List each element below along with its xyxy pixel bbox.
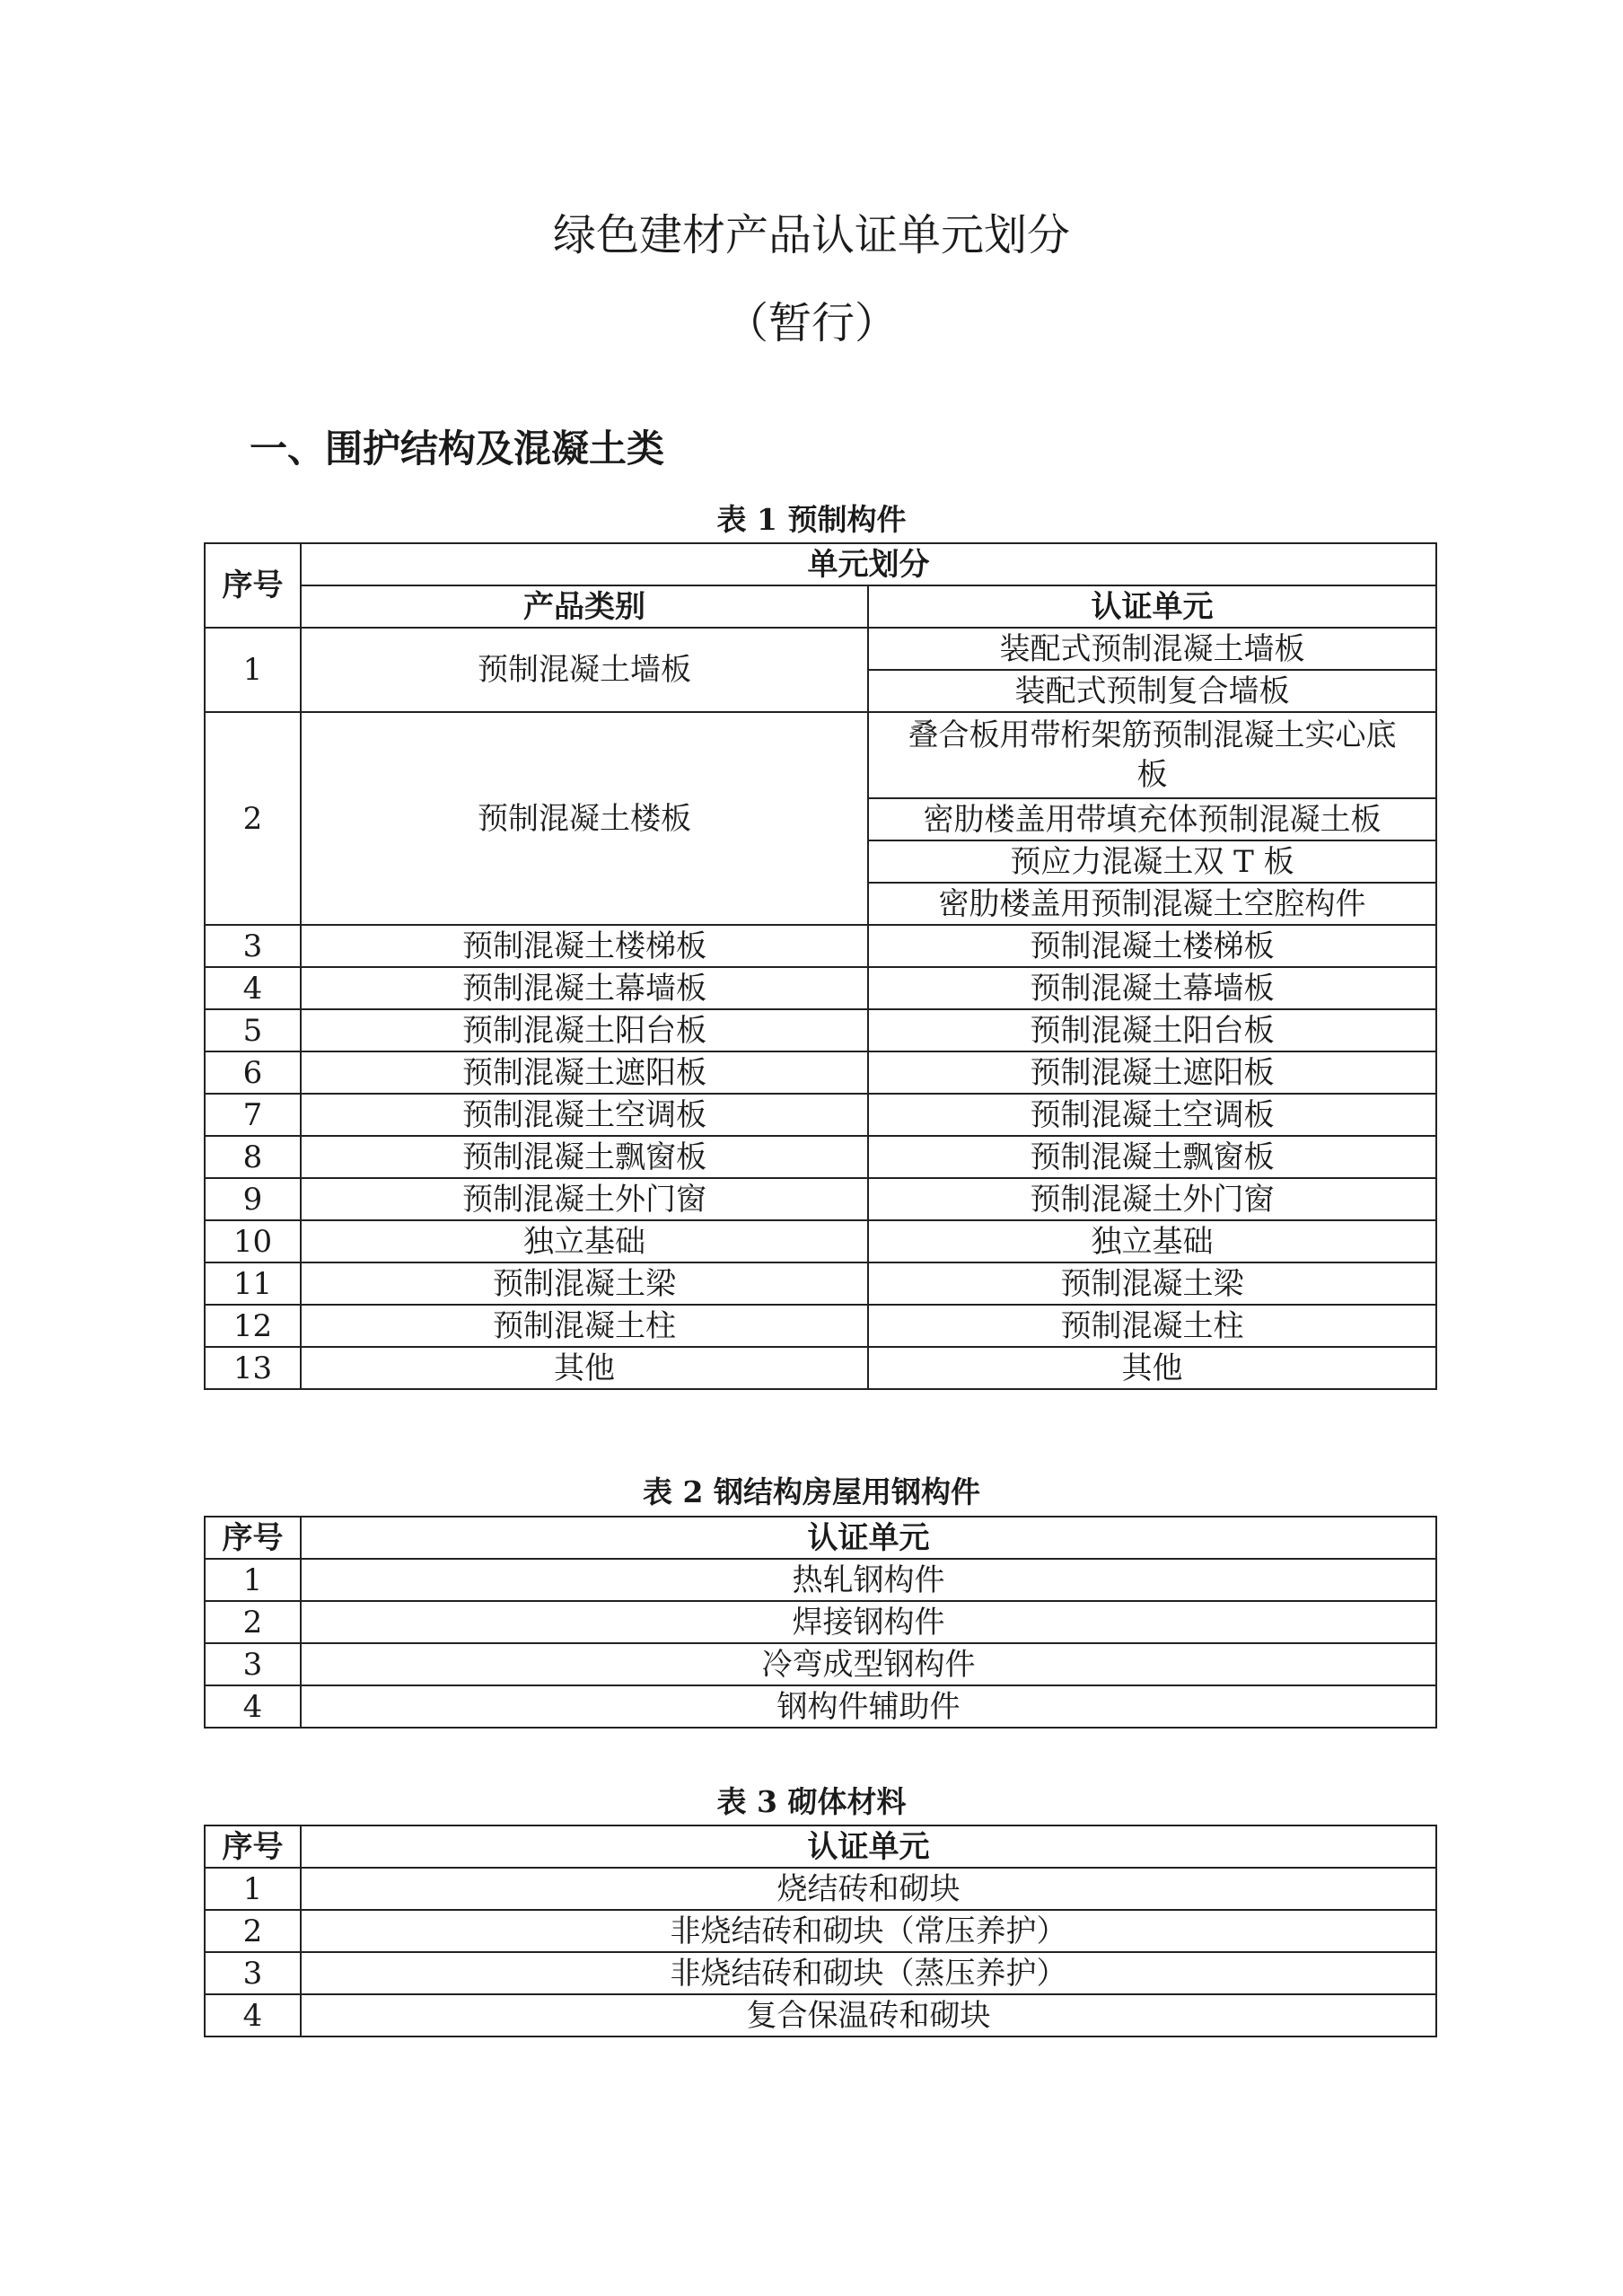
table-row (205, 1220, 1436, 1262)
table-row (205, 1136, 1436, 1178)
table-row (205, 1262, 1436, 1305)
row-category: 预制混凝土外门窗 (301, 1178, 868, 1220)
row-seq: 3 (205, 925, 301, 967)
row-cert-unit: 焊接钢构件 (301, 1601, 1436, 1643)
table-row (205, 967, 1436, 1009)
row-cert-unit: 预制混凝土外门窗 (868, 1178, 1436, 1220)
row-cert-unit: 叠合板用带桁架筋预制混凝土实心底板 (868, 712, 1436, 798)
row-seq: 11 (205, 1262, 301, 1305)
row-category: 预制混凝土柱 (301, 1305, 868, 1347)
row-cert-unit: 装配式预制混凝土墙板 (868, 628, 1436, 670)
row-category: 预制混凝土墙板 (301, 628, 868, 712)
row-category: 预制混凝土阳台板 (301, 1009, 868, 1051)
table-row (205, 1601, 1436, 1643)
row-cert-unit: 预应力混凝土双 T 板 (868, 840, 1436, 883)
row-seq: 5 (205, 1009, 301, 1051)
row-seq: 4 (205, 1685, 301, 1728)
row-category: 预制混凝土梁 (301, 1262, 868, 1305)
row-cert-unit: 密肋楼盖用预制混凝土空腔构件 (868, 883, 1436, 925)
row-cert-unit: 预制混凝土遮阳板 (868, 1051, 1436, 1094)
table3-caption: 表 3 砌体材料 (716, 1784, 907, 1819)
header-unit-division: 单元划分 (301, 543, 1436, 585)
row-seq: 1 (205, 628, 301, 712)
table-header-row (205, 1825, 1436, 1868)
header-product-category: 产品类别 (301, 585, 868, 628)
table-row (205, 1051, 1436, 1094)
table-row (205, 1643, 1436, 1685)
row-category: 预制混凝土楼梯板 (301, 925, 868, 967)
row-seq: 9 (205, 1178, 301, 1220)
row-seq: 13 (205, 1347, 301, 1389)
table-header-row (205, 1517, 1436, 1559)
row-cert-unit: 钢构件辅助件 (301, 1685, 1436, 1728)
row-seq: 1 (205, 1868, 301, 1910)
row-cert-unit: 装配式预制复合墙板 (868, 670, 1436, 712)
row-seq: 8 (205, 1136, 301, 1178)
row-cert-unit: 预制混凝土楼梯板 (868, 925, 1436, 967)
row-seq: 2 (205, 1910, 301, 1952)
row-cert-unit: 密肋楼盖用带填充体预制混凝土板 (868, 798, 1436, 840)
table2-caption: 表 2 钢结构房屋用钢构件 (643, 1474, 980, 1509)
table-row (205, 1952, 1436, 1994)
table-row (205, 1994, 1436, 2036)
row-category: 其他 (301, 1347, 868, 1389)
row-cert-unit: 预制混凝土柱 (868, 1305, 1436, 1347)
table-header-row (205, 585, 1436, 628)
row-category: 预制混凝土空调板 (301, 1094, 868, 1136)
row-cert-unit: 冷弯成型钢构件 (301, 1643, 1436, 1685)
row-seq: 2 (205, 1601, 301, 1643)
row-cert-unit: 预制混凝土空调板 (868, 1094, 1436, 1136)
row-cert-unit: 其他 (868, 1347, 1436, 1389)
row-cert-unit: 烧结砖和砌块 (301, 1868, 1436, 1910)
header-cert-unit: 认证单元 (301, 1825, 1436, 1868)
table3-masonry-materials (204, 1825, 1437, 2037)
header-cert-unit: 认证单元 (868, 585, 1436, 628)
row-seq: 6 (205, 1051, 301, 1094)
row-seq: 2 (205, 712, 301, 925)
table-row (205, 1910, 1436, 1952)
header-seq: 序号 (205, 543, 301, 628)
row-cert-unit: 预制混凝土梁 (868, 1262, 1436, 1305)
row-cert-unit: 预制混凝土幕墙板 (868, 967, 1436, 1009)
row-cert-unit: 非烧结砖和砌块（蒸压养护） (301, 1952, 1436, 1994)
row-seq: 7 (205, 1094, 301, 1136)
row-category: 预制混凝土遮阳板 (301, 1051, 868, 1094)
table-row (205, 1685, 1436, 1728)
row-seq: 3 (205, 1952, 301, 1994)
table-row (205, 628, 1436, 670)
table1-prefab-components (204, 542, 1437, 1390)
table-header-row (205, 543, 1436, 585)
header-seq: 序号 (205, 1517, 301, 1559)
table-row (205, 1009, 1436, 1051)
table2-steel-components (204, 1516, 1437, 1729)
table-row (205, 1305, 1436, 1347)
header-seq: 序号 (205, 1825, 301, 1868)
table-row (205, 1559, 1436, 1601)
table-row (205, 712, 1436, 798)
row-category: 预制混凝土飘窗板 (301, 1136, 868, 1178)
table-row (205, 1178, 1436, 1220)
row-cert-unit: 复合保温砖和砌块 (301, 1994, 1436, 2036)
section-heading: 一、围护结构及混凝土类 (250, 427, 665, 471)
row-cert-unit: 非烧结砖和砌块（常压养护） (301, 1910, 1436, 1952)
row-cert-unit: 热轧钢构件 (301, 1559, 1436, 1601)
row-category: 独立基础 (301, 1220, 868, 1262)
row-category: 预制混凝土楼板 (301, 712, 868, 925)
document-subtitle: （暂行） (724, 298, 898, 348)
row-category: 预制混凝土幕墙板 (301, 967, 868, 1009)
row-seq: 4 (205, 967, 301, 1009)
table-row (205, 1347, 1436, 1389)
row-seq: 3 (205, 1643, 301, 1685)
header-cert-unit: 认证单元 (301, 1517, 1436, 1559)
row-cert-unit: 预制混凝土阳台板 (868, 1009, 1436, 1051)
table1-caption: 表 1 预制构件 (716, 502, 907, 537)
table-row (205, 925, 1436, 967)
row-seq: 12 (205, 1305, 301, 1347)
row-seq: 1 (205, 1559, 301, 1601)
document-title: 绿色建材产品认证单元划分 (552, 210, 1070, 260)
row-seq: 4 (205, 1994, 301, 2036)
table-row (205, 1094, 1436, 1136)
row-cert-unit: 独立基础 (868, 1220, 1436, 1262)
row-seq: 10 (205, 1220, 301, 1262)
row-cert-unit: 预制混凝土飘窗板 (868, 1136, 1436, 1178)
table-row (205, 1868, 1436, 1910)
